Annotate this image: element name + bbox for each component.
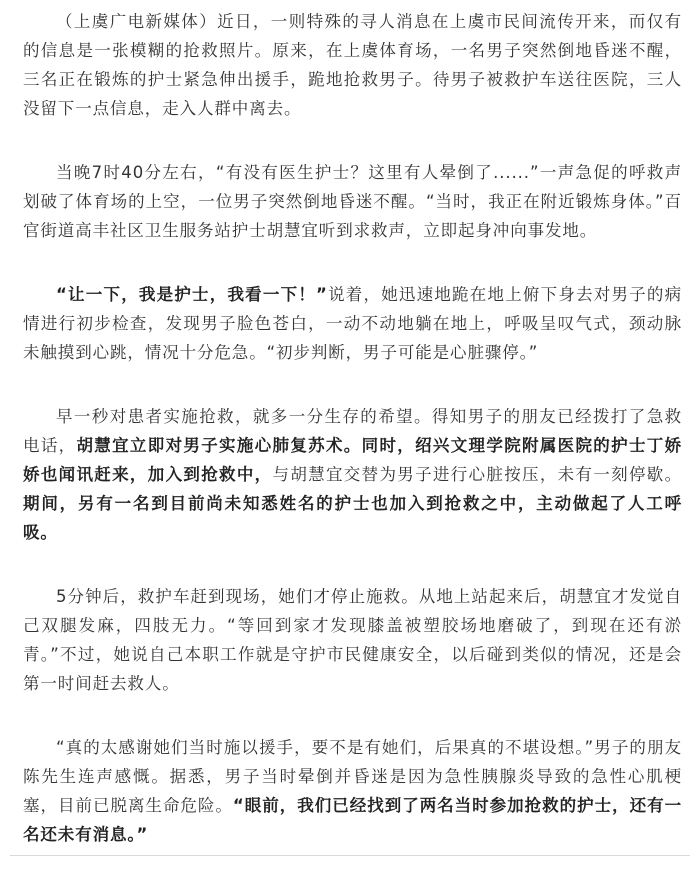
paragraph-1 bbox=[23, 7, 682, 123]
paragraph-6-text: “真的太感谢她们当时施以援手，要不是有她们，后果真的不堪设想。”男子的朋友陈先生连声感慨。据悉，男子当时晕倒并昏迷是因为急性胰腺炎导致的急性心肌梗塞，目前已脱离生命危险。 bbox=[23, 738, 682, 815]
paragraph-4-text-a: 早一秒对患者实施抢救，就多一分生存的希望。得知男子的朋友已经拨打了急救电话， bbox=[23, 407, 682, 455]
paragraph-4-bold-b: 期间，另有一名到目前尚未知悉姓名的护士也加入到抢救之中，主动做起了人工呼吸。 bbox=[23, 494, 682, 542]
paragraph-5-text: 5分钟后，救护车赶到现场，她们才停止施救。从地上站起来后，胡慧宜才发觉自己双腿发麻，四肢无力。“等回到家才发现膝盖被塑胶场地磨破了，到现在还有淤青。”不过，她说自己本职工作就是守护市民健康安全，以后碰到类似的情况，还是会第一时间赶去救人。 bbox=[23, 587, 682, 693]
paragraph-4-bold-a: 胡慧宜立即对男子实施心肺复苏术。同时，绍兴文理学院附属医院的护士丁娇娇也闻讯赶来，加入到抢救中， bbox=[23, 436, 682, 484]
paragraph-4 bbox=[23, 402, 682, 547]
bottom-divider bbox=[10, 855, 690, 856]
paragraph-3-quote-bold: “让一下，我是护士，我看一下！” bbox=[56, 285, 328, 304]
paragraph-3 bbox=[23, 280, 682, 367]
paragraph-4-text-b: 与胡慧宜交替为男子进行心脏按压，未有一刻停歇。 bbox=[272, 465, 682, 484]
paragraph-2 bbox=[23, 158, 682, 245]
paragraph-2-text: 当晚7时40分左右，“有没有医生护士？这里有人晕倒了......”一声急促的呼救声划破了体育场的上空，一位男子突然倒地昏迷不醒。“当时，我正在附近锻炼身体。”百官街道高丰社区卫生服务站护士胡慧宜听到求救声，立即起身冲向事发地。 bbox=[23, 163, 682, 240]
paragraph-6 bbox=[23, 733, 682, 849]
paragraph-1-text: （上虞广电新媒体）近日，一则特殊的寻人消息在上虞市民间流传开来，而仅有的信息是一张模糊的抢救照片。原来，在上虞体育场，一名男子突然倒地昏迷不醒，三名正在锻炼的护士紧急伸出援手，跪地抢救男子。待男子被救护车送往医院，三人没留下一点信息，走入人群中离去。 bbox=[23, 12, 682, 118]
paragraph-3-text: 说着，她迅速地跪在地上俯下身去对男子的病情进行初步检查，发现男子脸色苍白，一动不动地躺在地上，呼吸呈叹气式，颈动脉未触摸到心跳，情况十分危急。“初步判断，男子可能是心脏骤停。” bbox=[23, 285, 682, 362]
paragraph-5 bbox=[23, 582, 682, 698]
paragraph-6-quote-bold: “眼前，我们已经找到了两名当时参加抢救的护士，还有一名还未有消息。” bbox=[23, 796, 682, 844]
